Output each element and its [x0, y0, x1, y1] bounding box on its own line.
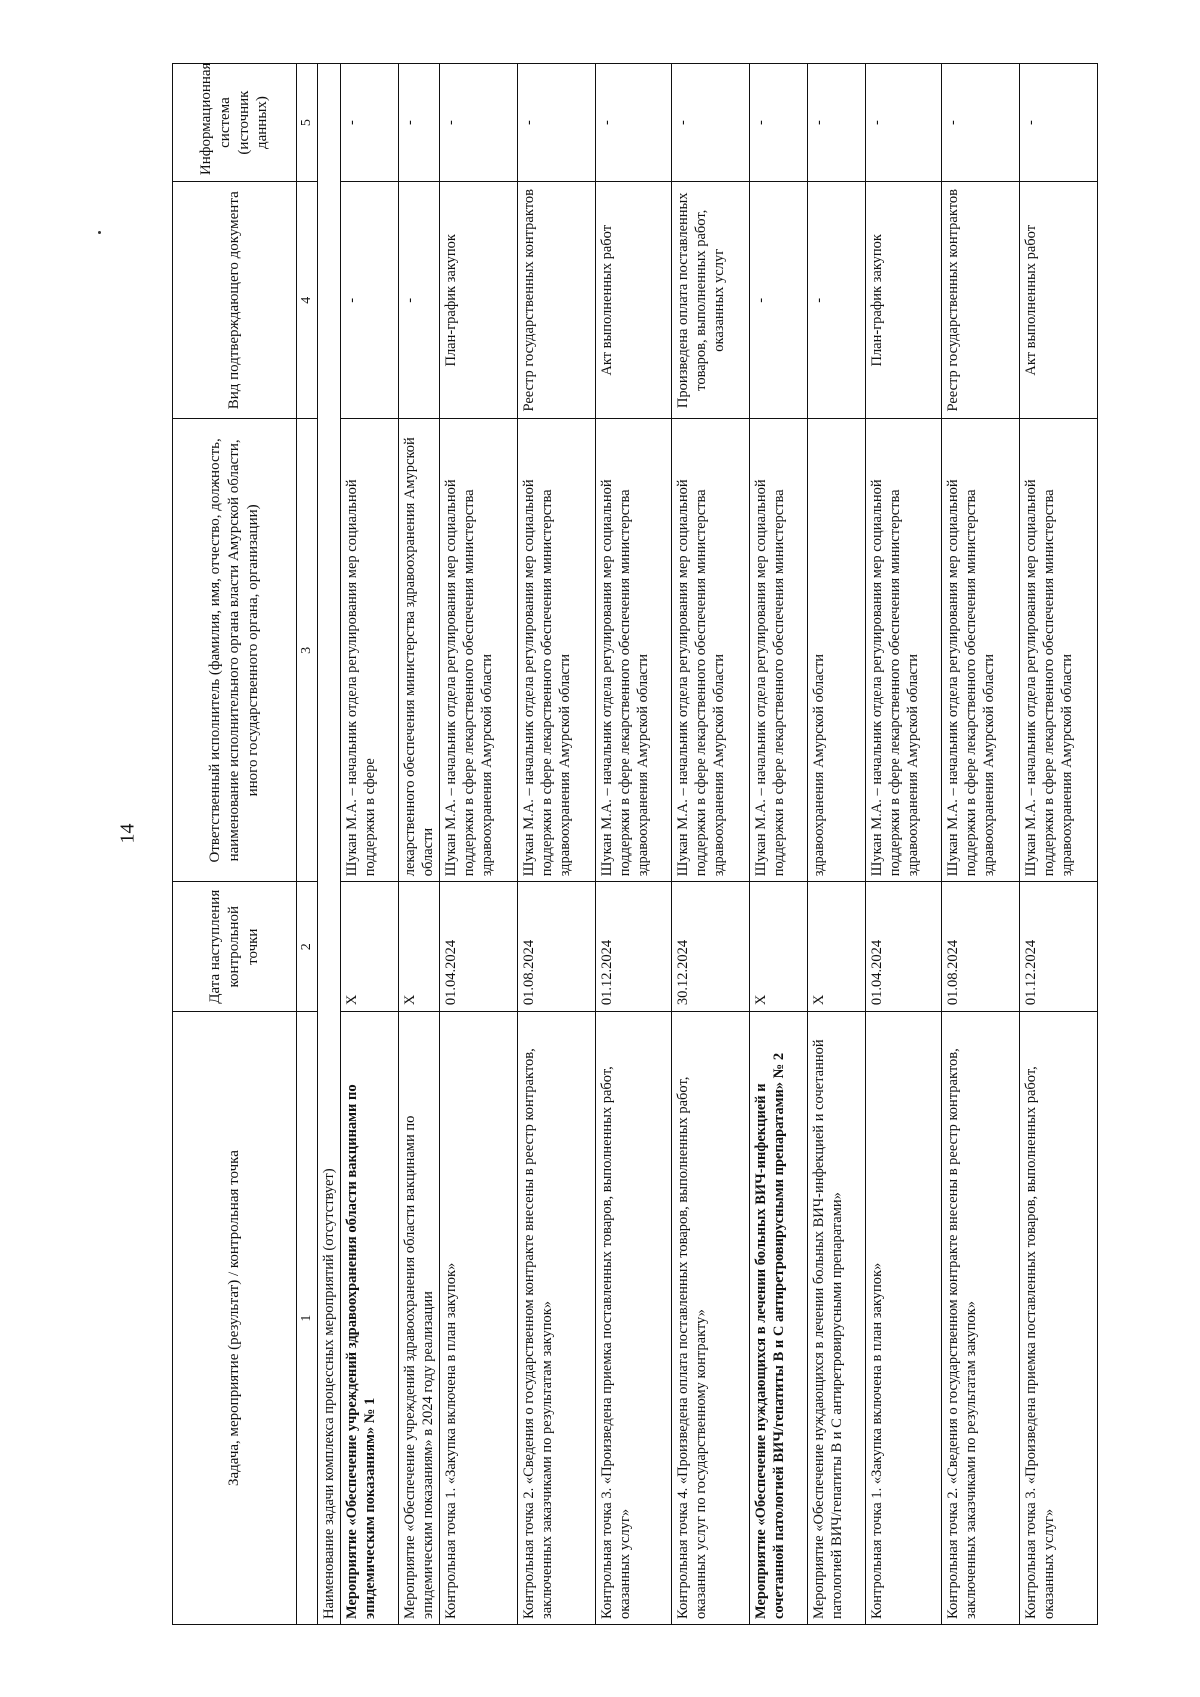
- section-title: Наименование задачи комплекса процессных мероприятий (отсутствует): [317, 64, 340, 1625]
- task-cell: Мероприятие «Обеспечение нуждающихся в лечении больных ВИЧ-инфекцией и сочетанной патологией ВИЧ/гепатиты В и С антиретровирусными препаратами»: [807, 1012, 865, 1625]
- control-points-table: [172, 63, 1098, 1625]
- date-cell: X: [340, 882, 398, 1012]
- table-row: [749, 64, 807, 1625]
- system-cell: -: [398, 64, 439, 182]
- document-cell: -: [398, 182, 439, 419]
- document-cell: -: [749, 182, 807, 419]
- task-cell: Контрольная точка 3. «Произведена приемка поставленных товаров, выполненных работ, оказанных услуг»: [1019, 1012, 1097, 1625]
- table-row: [517, 64, 595, 1625]
- date-cell: 01.12.2024: [1019, 882, 1097, 1012]
- system-cell: -: [595, 64, 671, 182]
- header-responsible: Ответственный исполнитель (фамилия, имя, отчество, должность, наименование исполнительного органа власти Амурской области, иного государственного органа, организации): [173, 419, 297, 882]
- responsible-cell: Шукан М.А. – начальник отдела регулирования мер социальной поддержки в сфере: [340, 419, 398, 882]
- date-cell: 01.04.2024: [439, 882, 517, 1012]
- system-cell: -: [517, 64, 595, 182]
- task-cell: Контрольная точка 1. «Закупка включена в план закупок»: [439, 1012, 517, 1625]
- header-system: Информационная система (источник данных): [173, 64, 297, 182]
- rotated-table-sheet: [172, 62, 1076, 1625]
- system-cell: -: [941, 64, 1019, 182]
- task-cell: Мероприятие «Обеспечение учреждений здравоохранения области вакцинами по эпидемическим показаниям» в 2024 году реализации: [398, 1012, 439, 1625]
- date-cell: X: [398, 882, 439, 1012]
- responsible-cell: Шукан М.А. – начальник отдела регулирования мер социальной поддержки в сфере лекарственного обеспечения министерства здравоохранения Амурской области: [517, 419, 595, 882]
- header-task: Задача, мероприятие (результат) / контрольная точка: [173, 1012, 297, 1625]
- responsible-cell: Шукан М.А. – начальник отдела регулирования мер социальной поддержки в сфере лекарственного обеспечения министерства здравоохранения Амурской области: [1019, 419, 1097, 882]
- date-cell: X: [807, 882, 865, 1012]
- task-cell: Контрольная точка 1. «Закупка включена в план закупок»: [865, 1012, 941, 1625]
- system-cell: -: [807, 64, 865, 182]
- responsible-cell: Шукан М.А. – начальник отдела регулирования мер социальной поддержки в сфере лекарственного обеспечения министерства: [749, 419, 807, 882]
- document-cell: Реестр государственных контрактов: [941, 182, 1019, 419]
- system-cell: -: [1019, 64, 1097, 182]
- table-row: [595, 64, 671, 1625]
- document-cell: Акт выполненных работ: [595, 182, 671, 419]
- system-cell: -: [671, 64, 749, 182]
- responsible-cell: Шукан М.А. – начальник отдела регулирования мер социальной поддержки в сфере лекарственного обеспечения министерства здравоохранения Амурской области: [671, 419, 749, 882]
- table-header-row: [173, 64, 297, 1625]
- header-date: Дата наступления контрольной точки: [173, 882, 297, 1012]
- col-number: 5: [297, 64, 318, 182]
- task-cell: Контрольная точка 3. «Произведена приемка поставленных товаров, выполненных работ, оказанных услуг»: [595, 1012, 671, 1625]
- date-cell: 01.04.2024: [865, 882, 941, 1012]
- table-row: [398, 64, 439, 1625]
- task-cell: Контрольная точка 4. «Произведена оплата поставленных товаров, выполненных работ, оказанных услуг по государственному контракту»: [671, 1012, 749, 1625]
- table-row: [941, 64, 1019, 1625]
- header-document: Вид подтверждающего документа: [173, 182, 297, 419]
- table-row: [671, 64, 749, 1625]
- task-cell: Контрольная точка 2. «Сведения о государственном контракте внесены в реестр контрактов, заключенных заказчиками по результатам закупок»: [517, 1012, 595, 1625]
- task-cell: Контрольная точка 2. «Сведения о государственном контракте внесены в реестр контрактов, заключенных заказчиками по результатам закупок»: [941, 1012, 1019, 1625]
- system-cell: -: [865, 64, 941, 182]
- col-number: 4: [297, 182, 318, 419]
- document-cell: Произведена оплата поставленных товаров, выполненных работ, оказанных услуг: [671, 182, 749, 419]
- date-cell: 30.12.2024: [671, 882, 749, 1012]
- system-cell: -: [439, 64, 517, 182]
- table-row: [865, 64, 941, 1625]
- col-number: 1: [297, 1012, 318, 1625]
- date-cell: 01.08.2024: [941, 882, 1019, 1012]
- document-cell: Реестр государственных контрактов: [517, 182, 595, 419]
- system-cell: -: [340, 64, 398, 182]
- column-number-row: [297, 64, 318, 1625]
- task-cell: Мероприятие «Обеспечение учреждений здравоохранения области вакцинами по эпидемическим показаниям» № 1: [340, 1012, 398, 1625]
- document-cell: План-график закупок: [865, 182, 941, 419]
- table-row: [340, 64, 398, 1625]
- section-row: [317, 64, 340, 1625]
- document-cell: Акт выполненных работ: [1019, 182, 1097, 419]
- responsible-cell: Шукан М.А. – начальник отдела регулирования мер социальной поддержки в сфере лекарственного обеспечения министерства здравоохранения Амурской области: [439, 419, 517, 882]
- table-row: [1019, 64, 1097, 1625]
- responsible-cell: лекарственного обеспечения министерства здравоохранения Амурской области: [398, 419, 439, 882]
- date-cell: 01.12.2024: [595, 882, 671, 1012]
- col-number: 2: [297, 882, 318, 1012]
- date-cell: 01.08.2024: [517, 882, 595, 1012]
- responsible-cell: Шукан М.А. – начальник отдела регулирования мер социальной поддержки в сфере лекарственного обеспечения министерства здравоохранения Амурской области: [595, 419, 671, 882]
- system-cell: -: [749, 64, 807, 182]
- responsible-cell: здравоохранения Амурской области: [807, 419, 865, 882]
- task-cell: Мероприятие «Обеспечение нуждающихся в лечении больных ВИЧ-инфекцией и сочетанной патологией ВИЧ/гепатиты В и С антиретровирусными препаратами» № 2: [749, 1012, 807, 1625]
- document-cell: -: [807, 182, 865, 419]
- table-row: [807, 64, 865, 1625]
- date-cell: X: [749, 882, 807, 1012]
- table-row: [439, 64, 517, 1625]
- responsible-cell: Шукан М.А. – начальник отдела регулирования мер социальной поддержки в сфере лекарственного обеспечения министерства здравоохранения Амурской области: [865, 419, 941, 882]
- document-cell: План-график закупок: [439, 182, 517, 419]
- col-number: 3: [297, 419, 318, 882]
- document-cell: -: [340, 182, 398, 419]
- page-number: 14: [116, 823, 139, 844]
- responsible-cell: Шукан М.А. – начальник отдела регулирования мер социальной поддержки в сфере лекарственного обеспечения министерства здравоохранения Амурской области: [941, 419, 1019, 882]
- scan-dot: [98, 231, 101, 234]
